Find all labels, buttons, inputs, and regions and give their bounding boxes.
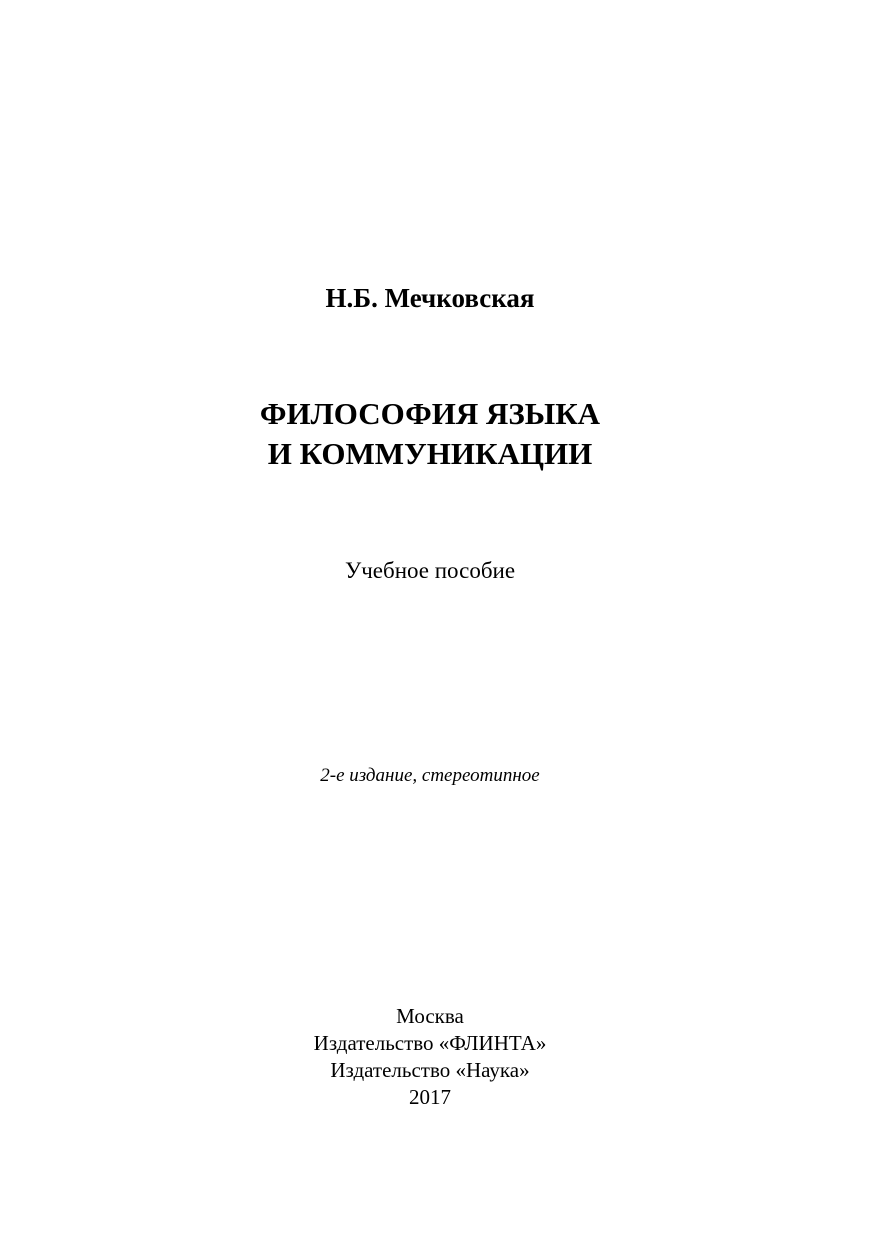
book-subtitle: Учебное пособие (344, 558, 516, 583)
book-title-line-2: И КОММУНИКАЦИИ (267, 436, 593, 471)
imprint-block (0, 1003, 860, 1111)
imprint-publisher-2: Издательство «Наука» (330, 1058, 530, 1082)
book-title-line-1: ФИЛОСОФИЯ ЯЗЫКА (259, 396, 601, 431)
imprint-city: Москва (396, 1004, 464, 1028)
author-name: Н.Б. Мечковская (325, 283, 535, 313)
book-title (0, 394, 860, 474)
imprint-year: 2017 (409, 1085, 451, 1109)
edition-note: 2-е издание, стереотипное (320, 765, 540, 786)
imprint-publisher-1: Издательство «ФЛИНТА» (313, 1031, 547, 1055)
